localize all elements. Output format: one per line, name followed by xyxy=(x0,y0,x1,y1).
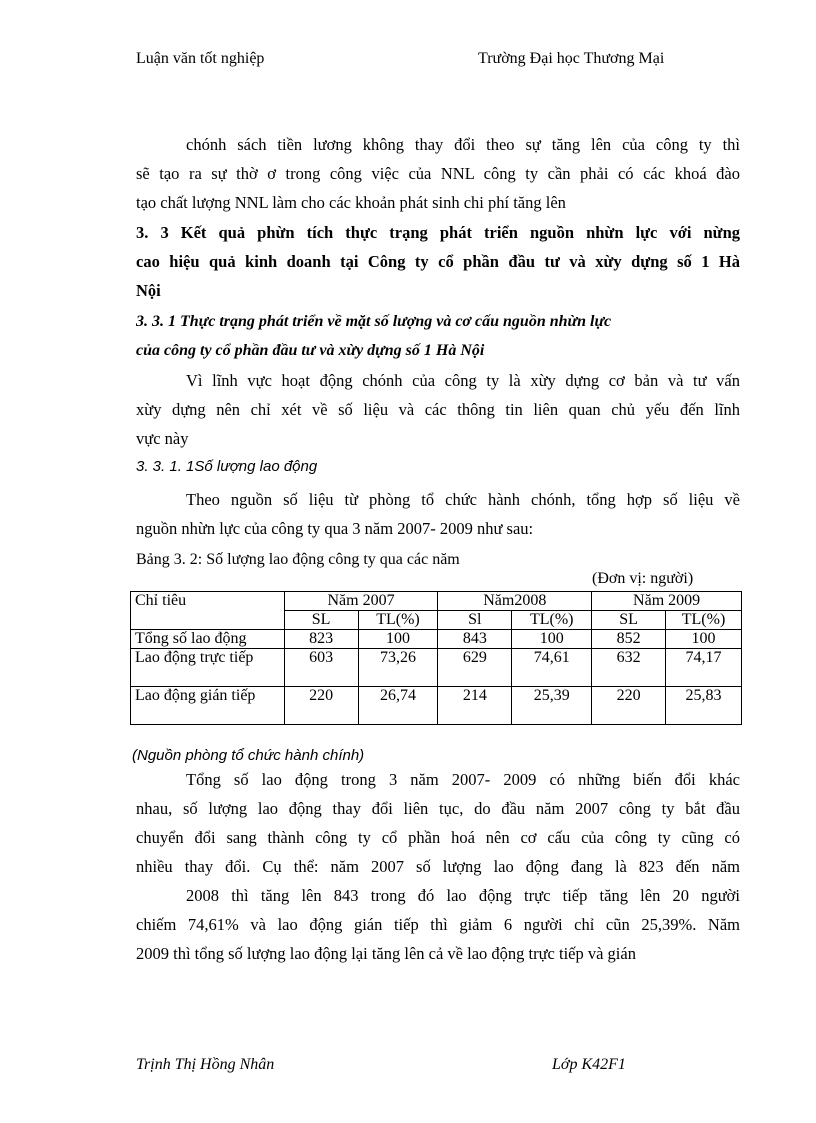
table-cell: 25,83 xyxy=(666,687,742,725)
table-subheader: SL xyxy=(592,611,666,630)
paragraph-line: 2009 thì tổng số lượng lao động lại tăng lên cả về lao động trực tiếp và gián xyxy=(136,944,636,963)
header-right: Trường Đại học Thương Mại xyxy=(478,50,665,67)
table-subheader: TL(%) xyxy=(358,611,438,630)
paragraph-line: nhiều thay đổi. Cụ thể: năm 2007 số lượng lao động đang là 823 đến năm xyxy=(136,857,740,876)
table-unit: (Đơn vị: người) xyxy=(592,570,694,587)
table-cell: 220 xyxy=(592,687,666,725)
section-heading-3-3-1 xyxy=(136,307,716,365)
labor-table xyxy=(130,591,742,725)
table-header-row xyxy=(131,592,742,611)
table-cell: 220 xyxy=(284,687,358,725)
heading-line: cao hiệu quả kinh doanh tại Công ty cổ phần đầu tư và xừy dựng số 1 Hà xyxy=(136,252,740,271)
paragraph-line: chiếm 74,61% và lao động gián tiếp thì giảm 6 người chỉ cũn 25,39%. Năm xyxy=(136,915,740,934)
table-cell: 100 xyxy=(358,630,438,649)
table-cell: 214 xyxy=(438,687,512,725)
table-cell: 25,39 xyxy=(512,687,592,725)
paragraph-line: nguồn nhừn lực của công ty qua 3 năm 2007- 2009 như sau: xyxy=(136,519,534,538)
table-row-label: Lao động gián tiếp xyxy=(131,687,285,725)
heading-line: của công ty cổ phần đầu tư và xừy dựng số 1 Hà Nội xyxy=(136,342,485,359)
table-cell: 26,74 xyxy=(358,687,438,725)
table-header-year: Năm 2009 xyxy=(592,592,742,611)
paragraph-line: chuyển đổi sang thành công ty cổ phần hoá nên cơ cấu của công ty cũng có xyxy=(136,828,740,847)
table-cell: 603 xyxy=(284,649,358,687)
table-cell: 823 xyxy=(284,630,358,649)
subheading-3-3-1-1: 3. 3. 1. 1Số lượng lao động xyxy=(136,458,318,475)
table-row xyxy=(131,649,742,687)
table-caption: Bảng 3. 2: Số lượng lao động công ty qua các năm xyxy=(136,551,460,568)
table-header-year: Năm 2007 xyxy=(284,592,438,611)
table-subheader: TL(%) xyxy=(512,611,592,630)
table-source: (Nguồn phòng tổ chức hành chính) xyxy=(132,747,365,764)
table-cell: 852 xyxy=(592,630,666,649)
table-cell: 74,17 xyxy=(666,649,742,687)
table-subheader: TL(%) xyxy=(666,611,742,630)
table-subheader: Sl xyxy=(438,611,512,630)
table-cell: 632 xyxy=(592,649,666,687)
table-cell: 629 xyxy=(438,649,512,687)
paragraph-line: nhau, số lượng lao động thay đổi liên tục, do đầu năm 2007 công ty bắt đầu xyxy=(136,799,740,818)
table-row xyxy=(131,687,742,725)
table-cell: 73,26 xyxy=(358,649,438,687)
table-header-label: Chỉ tiêu xyxy=(131,592,285,630)
heading-line: 3. 3 Kết quả phừn tích thực trạng phát triển nguồn nhừn lực với nừng xyxy=(136,223,740,242)
table-row-label: Tổng số lao động xyxy=(131,630,285,649)
table-subheader: SL xyxy=(284,611,358,630)
table-row-label: Lao động trực tiếp xyxy=(131,649,285,687)
paragraph-line: 2008 thì tăng lên 843 trong đó lao động trực tiếp tăng lên 20 người xyxy=(186,886,740,905)
paragraph-3 xyxy=(136,485,740,543)
paragraph-4 xyxy=(136,765,740,881)
footer-class: Lớp K42F1 xyxy=(552,1056,626,1073)
paragraph-line: tạo chất lượng NNL làm cho các khoản phát sinh chi phí tăng lên xyxy=(136,193,566,212)
paragraph-line: Tổng số lao động trong 3 năm 2007- 2009 có những biến đổi khác xyxy=(186,770,740,789)
header-left: Luận văn tốt nghiệp xyxy=(136,50,265,67)
table-header-year: Năm2008 xyxy=(438,592,592,611)
paragraph-line: chónh sách tiền lương không thay đổi theo sự tăng lên của công ty thì xyxy=(186,135,740,154)
table-row xyxy=(131,630,742,649)
table-cell: 843 xyxy=(438,630,512,649)
heading-line: 3. 3. 1 Thực trạng phát triển về mặt số lượng và cơ cấu nguồn nhừn lực xyxy=(136,313,612,330)
paragraph-line: Vì lĩnh vực hoạt động chónh của công ty là xừy dựng cơ bản và tư vấn xyxy=(186,371,740,390)
paragraph-1 xyxy=(136,130,740,217)
table-cell: 100 xyxy=(512,630,592,649)
paragraph-line: xừy dựng nên chỉ xét về số liệu và các thông tin liên quan chủ yếu đến lĩnh xyxy=(136,400,740,419)
paragraph-line: sẽ tạo ra sự thờ ơ trong công việc của NNL công ty cần phải có các khoá đào xyxy=(136,164,740,183)
table-cell: 74,61 xyxy=(512,649,592,687)
paragraph-line: Theo nguồn số liệu từ phòng tổ chức hành chónh, tổng hợp số liệu về xyxy=(186,490,740,509)
paragraph-5 xyxy=(136,881,740,968)
table-cell: 100 xyxy=(666,630,742,649)
heading-line: Nội xyxy=(136,281,161,300)
paragraph-line: vực này xyxy=(136,429,189,448)
paragraph-2 xyxy=(136,366,740,453)
section-heading-3-3 xyxy=(136,218,740,305)
footer-author: Trịnh Thị Hồng Nhân xyxy=(136,1056,275,1073)
